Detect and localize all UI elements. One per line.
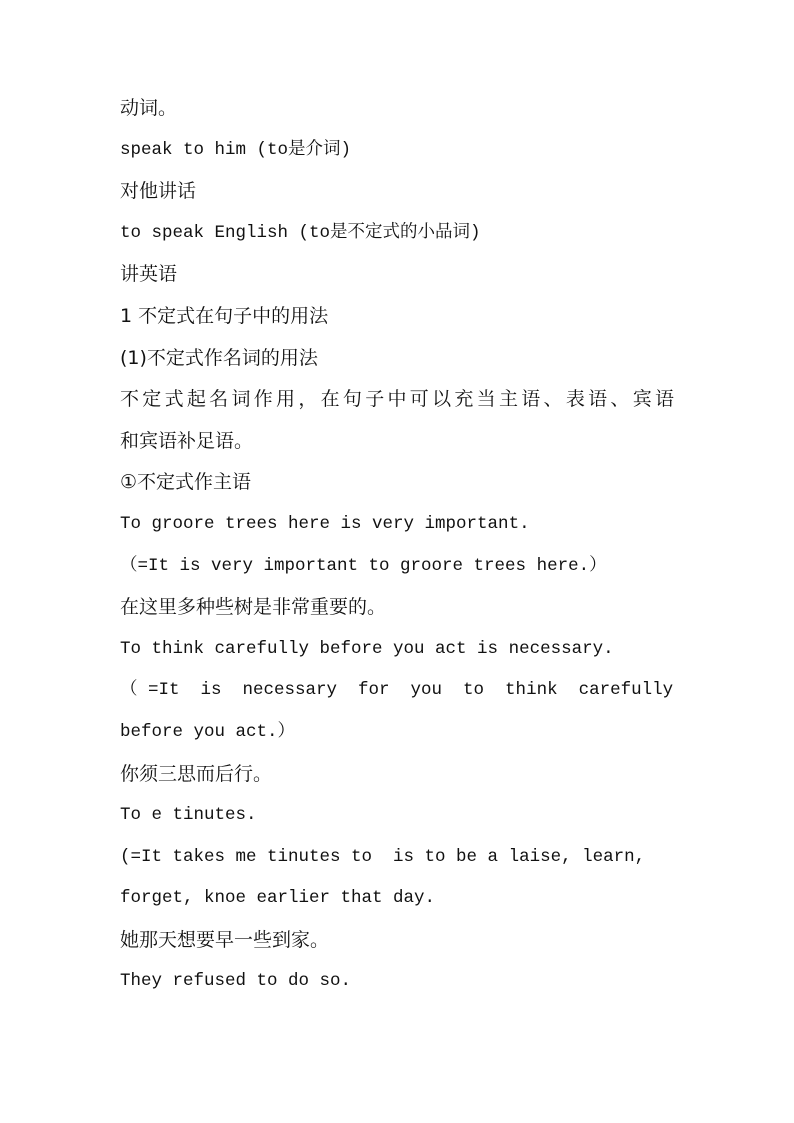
subsection-heading: (1)不定式作名词的用法 <box>120 346 318 369</box>
example-sentence: forget, knoe earlier that day. <box>120 888 436 909</box>
text-line: 和宾语补足语。 <box>120 429 254 452</box>
document-body <box>120 88 674 1003</box>
subsection-heading: ①不定式作主语 <box>120 471 252 494</box>
example-sentence: (=It takes me tinutes to is to be a laise, learn, <box>120 846 646 867</box>
example-sentence: （=It is very important to groore trees here.） <box>120 555 607 576</box>
translation-line: 你须三思而后行。 <box>120 762 273 785</box>
example-sentence: before you act.） <box>120 721 296 742</box>
translation-line: 她那天想要早一些到家。 <box>120 928 330 951</box>
example-sentence: （ =It is necessary for you to think carefully <box>120 680 674 701</box>
example-sentence: To e tinutes. <box>120 805 257 826</box>
text-line: speak to him (to是介词) <box>120 139 352 160</box>
text-line: 动词。 <box>120 97 178 119</box>
text-line: 不定式起名词作用，在句子中可以充当主语、表语、宾语 <box>120 388 674 411</box>
example-sentence: They refused to do so. <box>120 971 352 992</box>
example-sentence: To think carefully before you act is necessary. <box>120 638 614 659</box>
section-heading: 1 不定式在句子中的用法 <box>120 304 329 327</box>
example-sentence: To groore trees here is very important. <box>120 513 530 534</box>
text-line: to speak English (to是不定式的小品词) <box>120 222 481 243</box>
translation-line: 在这里多种些树是非常重要的。 <box>120 596 387 619</box>
text-line: 讲英语 <box>120 263 178 286</box>
text-line: 对他讲话 <box>120 180 197 203</box>
